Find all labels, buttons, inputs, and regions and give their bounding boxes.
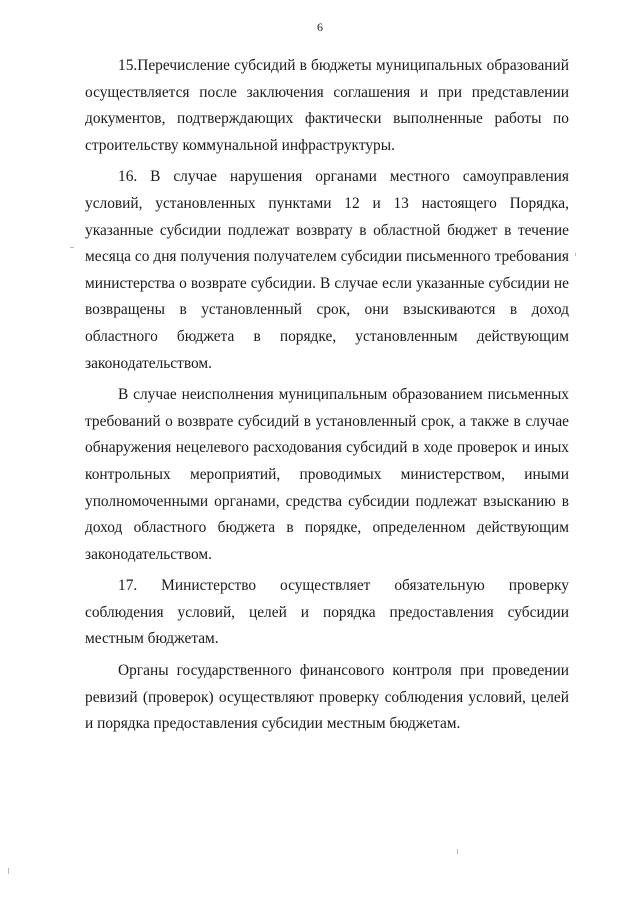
document-body (85, 53, 569, 738)
scan-mark-left-bottom (8, 868, 9, 874)
page-number: 6 (317, 20, 323, 34)
paragraph-16-continued: В случае неисполнения муниципальным образованием письменных требований о возврате субсидий в установленный срок, а также в случае обнаружения нецелевого расходования субсидий в ходе проверок и иных контрольных мероприятий, проводимых министерством, иными уполномоченными органами, средства субсидии подлежат взысканию в доход областного бюджета в порядке, определенном действующим законодательством. (85, 386, 569, 563)
scan-mark-left (70, 247, 74, 248)
scan-mark-right-top (575, 253, 576, 256)
paragraph-17: 17. Министерство осуществляет обязательную проверку соблюдения условий, целей и порядка предоставления субсидии местным бюджетам. (85, 577, 569, 648)
paragraph-15: 15.Перечисление субсидий в бюджеты муниципальных образований осуществляется после заключения соглашения и при представлении документов, подтверждающих фактически выполненные работы по строительству коммунальной инфраструктуры. (85, 57, 569, 154)
scan-mark-right-bottom (457, 849, 458, 854)
paragraph-17-continued: Органы государственного финансового контроля при проведении ревизий (проверок) осуществляют проверку соблюдения условий, целей и порядка предоставления субсидии местным бюджетам. (85, 662, 569, 733)
paragraph-16: 16. В случае нарушения органами местного самоуправления условий, установленных пунктами 12 и 13 настоящего Порядка, указанные субсидии подлежат возврату в областной бюджет в течение месяца со дня получения получателем субсидии письменного требования министерства о возврате субсидии. В случае если указанные субсидии не возвращены в установленный срок, они взыскиваются в доход областного бюджета в порядке, установленным действующим законодательством. (85, 168, 569, 372)
